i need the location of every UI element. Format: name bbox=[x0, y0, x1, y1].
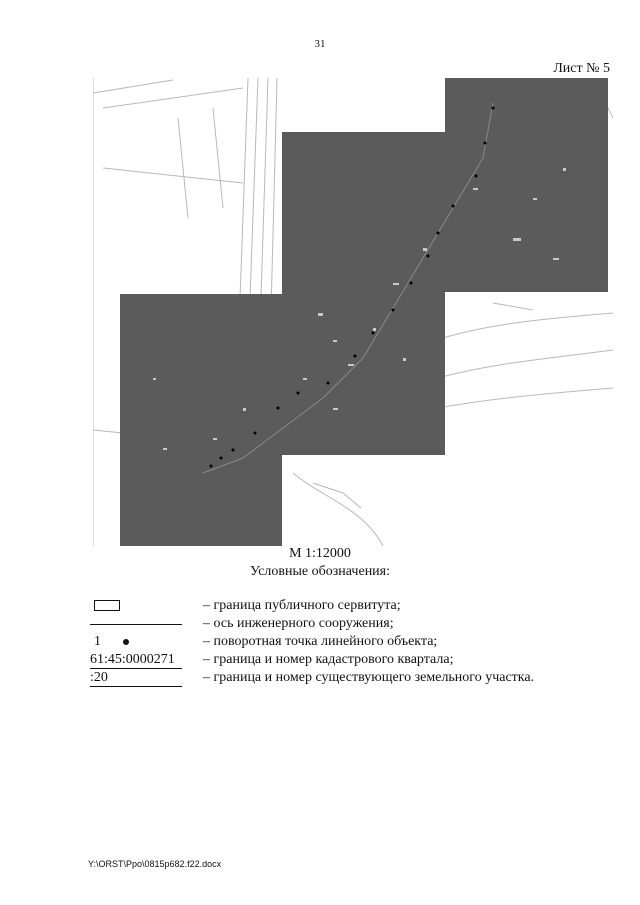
turning-point bbox=[354, 355, 357, 358]
orthophoto-tiles bbox=[120, 78, 608, 546]
legend-row-engineering-axis bbox=[90, 616, 610, 634]
map-area bbox=[93, 78, 613, 546]
legend-row-land-plot bbox=[90, 670, 610, 688]
legend-row-servitude-boundary bbox=[90, 598, 610, 616]
turning-point bbox=[410, 282, 413, 285]
orthophoto-tile-south bbox=[120, 294, 282, 546]
sheet-label: Лист № 5 bbox=[553, 61, 610, 76]
turning-point bbox=[210, 465, 213, 468]
rectangle-symbol-icon bbox=[94, 600, 120, 611]
legend-description: – поворотная точка линейного объекта; bbox=[203, 634, 438, 649]
turning-point bbox=[437, 232, 440, 235]
page-number: 31 bbox=[314, 38, 326, 50]
turning-point bbox=[452, 205, 455, 208]
line-symbol-icon bbox=[90, 624, 182, 625]
orthophoto-tile-center bbox=[282, 132, 445, 455]
turning-point bbox=[372, 332, 375, 335]
turning-point bbox=[392, 309, 395, 312]
turning-point bbox=[232, 449, 235, 452]
underline-symbol-icon bbox=[90, 668, 182, 669]
turning-point bbox=[220, 457, 223, 460]
turning-point bbox=[297, 392, 300, 395]
point-symbol-number: 1 bbox=[94, 634, 101, 649]
legend-description: – граница публичного сервитута; bbox=[203, 598, 401, 613]
turning-point bbox=[327, 382, 330, 385]
turning-point bbox=[277, 407, 280, 410]
legend-description: – граница и номер существующего земельного участка. bbox=[203, 670, 535, 685]
turning-point bbox=[484, 142, 487, 145]
turning-point bbox=[475, 175, 478, 178]
orthophoto-tile-north bbox=[445, 78, 608, 292]
turning-point bbox=[427, 255, 430, 258]
land-plot-symbol: :20 bbox=[90, 670, 108, 685]
legend-row-cadastral-quarter bbox=[90, 652, 610, 670]
map-scale: М 1:12000 bbox=[289, 546, 351, 561]
cadastral-quarter-symbol: 61:45:0000271 bbox=[90, 652, 175, 667]
turning-point bbox=[254, 432, 257, 435]
underline-symbol-icon bbox=[90, 686, 182, 687]
footer-file-path: Y:\ORST\Ppo\0815p682.f22.docx bbox=[88, 859, 222, 869]
legend-description: – граница и номер кадастрового квартала; bbox=[203, 652, 454, 667]
legend-title: Условные обозначения: bbox=[249, 564, 391, 579]
point-symbol-icon bbox=[123, 639, 129, 645]
legend-row-turning-point bbox=[90, 634, 610, 652]
turning-point bbox=[492, 107, 495, 110]
legend-description: – ось инженерного сооружения; bbox=[203, 616, 394, 631]
